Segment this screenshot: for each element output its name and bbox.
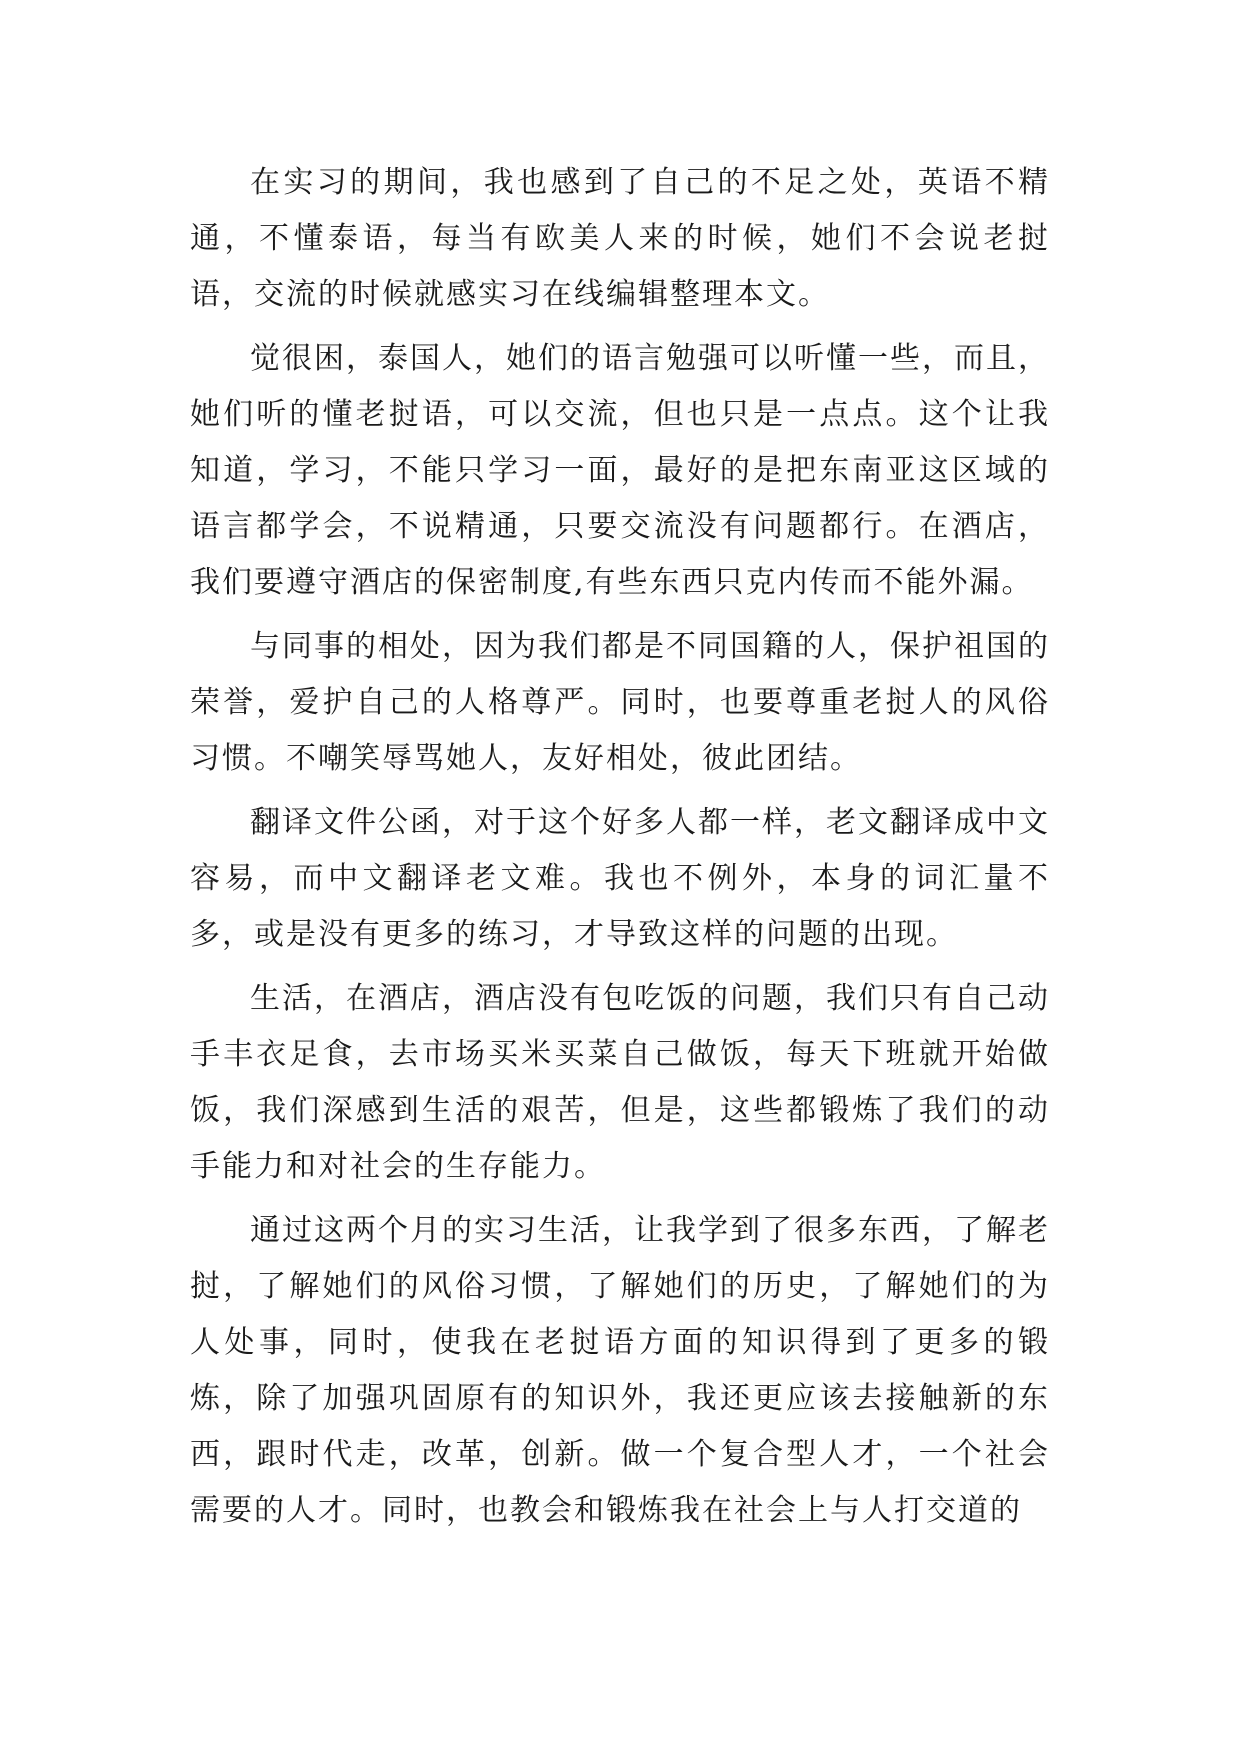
paragraph-2: 觉很困，泰国人，她们的语言勉强可以听懂一些，而且，她们听的懂老挝语，可以交流，但也只是一点点。这个让我知道，学习，不能只学习一面，最好的是把东南亚这区域的语言都学会，不说精通，只要交流没有问题都行。在酒店，我们要遵守酒店的保密制度,有些东西只克内传而不能外漏。 <box>190 341 1050 600</box>
document-body <box>190 155 1050 1547</box>
paragraph-5: 生活，在酒店，酒店没有包吃饭的问题，我们只有自己动手丰衣足食，去市场买米买菜自己做饭，每天下班就开始做饭，我们深感到生活的艰苦，但是，这些都锻炼了我们的动手能力和对社会的生存能力。 <box>190 981 1050 1184</box>
paragraph-3: 与同事的相处，因为我们都是不同国籍的人，保护祖国的荣誉，爱护自己的人格尊严。同时，也要尊重老挝人的风俗习惯。不嘲笑辱骂她人，友好相处，彼此团结。 <box>190 629 1050 776</box>
paragraph-4: 翻译文件公函，对于这个好多人都一样，老文翻译成中文容易，而中文翻译老文难。我也不例外，本身的词汇量不多，或是没有更多的练习，才导致这样的问题的出现。 <box>190 805 1050 952</box>
paragraph-6: 通过这两个月的实习生活，让我学到了很多东西，了解老挝，了解她们的风俗习惯，了解她们的历史，了解她们的为人处事，同时，使我在老挝语方面的知识得到了更多的锻炼，除了加强巩固原有的知识外，我还更应该去接触新的东西，跟时代走，改革，创新。做一个复合型人才，一个社会需要的人才。同时，也教会和锻炼我在社会上与人打交道的 <box>190 1213 1050 1528</box>
paragraph-1: 在实习的期间，我也感到了自己的不足之处，英语不精通，不懂泰语，每当有欧美人来的时候，她们不会说老挝语，交流的时候就感实习在线编辑整理本文。 <box>190 165 1050 312</box>
